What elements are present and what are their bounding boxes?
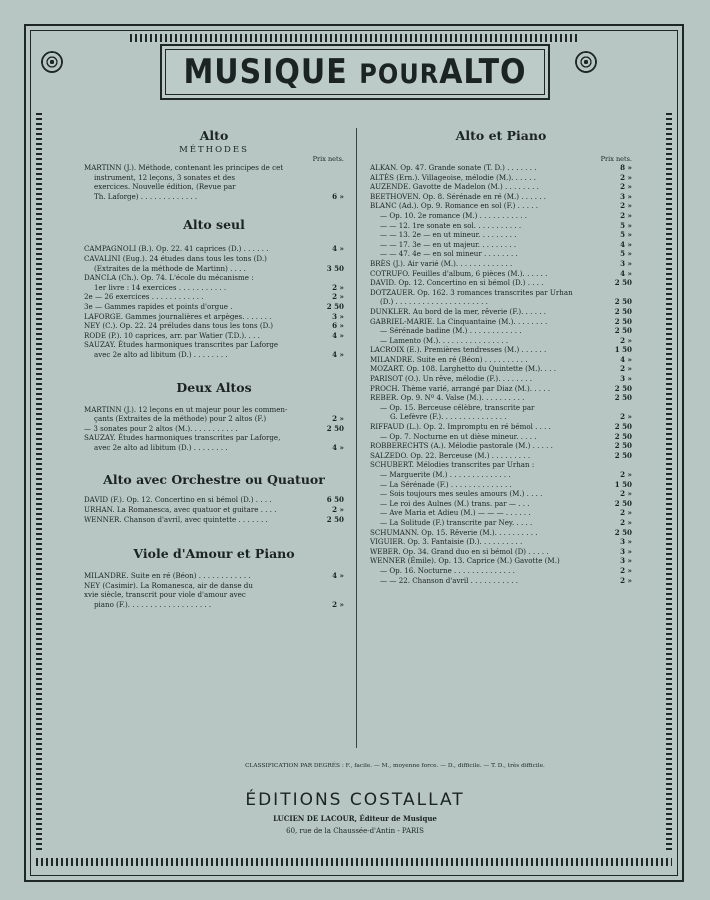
prix-nets-label: Prix nets. <box>600 155 632 163</box>
catalog-entry <box>370 163 632 173</box>
entry-text: COTRUFO. Feuilles d'album, 6 pièces (M.). . . . . . <box>370 268 548 278</box>
catalog-entry <box>84 264 344 274</box>
catalog-entry <box>370 336 632 346</box>
rosette-icon <box>40 50 64 74</box>
catalog-entry <box>370 317 632 327</box>
catalog-entry <box>370 345 632 355</box>
catalog-entry <box>370 489 632 499</box>
entry-text: DAVID. Op. 12. Concertino en si bémol (D.) . . . . <box>370 278 544 288</box>
entry-price: 2 » <box>620 517 632 527</box>
section-title-viole: Viole d'Amour et Piano <box>133 546 295 562</box>
catalog-entry <box>370 537 632 547</box>
entry-text: (Extraites de la méthode de Martinn) . . . . <box>94 263 246 273</box>
entry-price: 3 » <box>620 258 632 268</box>
entry-price: 2 » <box>332 414 344 424</box>
entry-price: 3 50 <box>326 263 344 273</box>
entry-text: NEY (Casimir). La Romanesca, air de danse du <box>84 580 253 590</box>
entry-line: instrument, 12 leçons, 3 sonates et des <box>94 172 235 182</box>
entry-price: 1 50 <box>614 479 632 489</box>
catalog-entry <box>84 515 344 525</box>
catalog-entry <box>370 182 632 192</box>
entry-text: GABRIEL-MARIE. La Cinquantaine (M.). . . . . . . . <box>370 316 548 326</box>
entry-price: 2 50 <box>614 297 632 307</box>
section-title-orchestre: Alto avec Orchestre ou Quatuor <box>103 472 325 488</box>
catalog-entry <box>370 403 632 413</box>
entry-price: 4 » <box>332 330 344 340</box>
page-title <box>183 52 526 91</box>
entry-text: — Ave Maria et Adieu (M.) — — — . . . . . . <box>380 508 531 518</box>
entry-price: 4 » <box>332 244 344 254</box>
ornament-band-right <box>666 110 672 850</box>
catalog-entry <box>370 556 632 566</box>
entry-text: RIFFAUD (L.). Op. 2. Impromptu en ré bémol . . . . <box>370 422 551 432</box>
catalog-entry <box>84 350 344 360</box>
entry-text: — Lamento (M.). . . . . . . . . . . . . . . . <box>380 335 509 345</box>
entry-line: MARTINN (J.). Méthode, contenant les principes de cet <box>84 163 284 172</box>
catalog-entry <box>370 221 632 231</box>
catalog-entry <box>84 433 344 443</box>
section-title-deux-altos: Deux Altos <box>176 379 252 395</box>
difficulty-note: CLASSIFICATION PAR DEGRÉS : F., facile. — M., moyenne force. — D., difficile. — T. D., très difficile. <box>245 763 545 769</box>
catalog-entry <box>84 321 344 331</box>
entry-text: piano (F.). . . . . . . . . . . . . . . . . . . <box>94 600 212 610</box>
entry-text: — — 17. 3e — en ut majeur. . . . . . . . . <box>380 239 517 249</box>
entry-price: 2 50 <box>614 422 632 432</box>
entry-price: 6 » <box>332 321 344 331</box>
entry-text: DOTZAUER. Op. 162. 3 romances transcrites par Urhan <box>370 287 573 297</box>
catalog-entry <box>370 528 632 538</box>
entry-text: — — 13. 2e — en ut mineur. . . . . . . . . <box>380 230 517 240</box>
catalog-entry <box>84 273 344 283</box>
entry-price: 4 » <box>332 442 344 452</box>
entry-text: 3e — Gammes rapides et points d'orgue . <box>84 301 233 311</box>
entry-price: 2 50 <box>326 423 344 433</box>
entry-price: 2 » <box>332 505 344 515</box>
entry-text: — La Sérénade (F.) . . . . . . . . . . . . . . <box>380 479 512 489</box>
entry-text: SALZEDO. Op. 22. Berceuse (M.) . . . . . . . . . <box>370 450 531 460</box>
catalog-entry <box>370 364 632 374</box>
entry-price: 2 50 <box>614 393 632 403</box>
entry-text: URHAN. La Romanesca, avec quatuor et guitare . . . . <box>84 505 277 515</box>
catalog-entry <box>84 302 344 312</box>
entry-text: MARTINN (J.). 12 leçons en ut majeur pour les commen- <box>84 404 288 414</box>
entry-text: — — 22. Chanson d'avril . . . . . . . . . . . <box>380 575 519 585</box>
catalog-entry <box>370 566 632 576</box>
entry-text: — 3 sonates pour 2 altos (M.). . . . . . . . . . . <box>84 423 238 433</box>
entry-text: LACROIX (E.). Premières tendresses (M.) . . . . . . <box>370 345 547 355</box>
entry-price: 2 » <box>620 412 632 422</box>
catalog-entry <box>84 312 344 322</box>
catalog-entry <box>370 240 632 250</box>
catalog-entry <box>370 508 632 518</box>
entry-price: 2 50 <box>326 301 344 311</box>
entry-text: WENNER. Chanson d'avril, avec quintette . . . . . . . <box>84 514 268 524</box>
entry-price: 3 » <box>620 546 632 556</box>
section-title-alto-seul: Alto seul <box>183 217 245 233</box>
entry-text: — Op. 16. Nocturne . . . . . . . . . . . . . . <box>380 565 515 575</box>
entry-price: 4 » <box>620 268 632 278</box>
entry-price: 2 50 <box>614 326 632 336</box>
alto-piano-list <box>370 163 632 585</box>
catalog-entry <box>370 307 632 317</box>
entry-text: BEETHOVEN. Op. 8. Sérénade en ré (M.) . . . . . . <box>370 191 547 201</box>
entry-text: MOZART. Op. 108. Larghetto du Quintette (M.). . . . <box>370 364 556 374</box>
catalog-entry <box>370 576 632 586</box>
entry-text: — Le roi des Aulnes (M.) trans. par — . . . <box>380 498 530 508</box>
title-word-pour: POUR <box>359 58 440 90</box>
entry-price: 1 50 <box>614 345 632 355</box>
catalog-entry <box>84 443 344 453</box>
entry-price: 2 50 <box>614 278 632 288</box>
entry-price: 5 » <box>620 249 632 259</box>
catalog-entry <box>370 499 632 509</box>
entry-text: CAVALINI (Eug.). 24 études dans tous les tons (D.) <box>84 253 267 263</box>
catalog-entry <box>370 422 632 432</box>
entry-price: 2 » <box>332 292 344 302</box>
catalog-entry <box>370 173 632 183</box>
catalog-entry <box>84 424 344 434</box>
entry-price: 2 » <box>620 182 632 192</box>
catalog-entry <box>370 249 632 259</box>
entry-price: 2 50 <box>614 450 632 460</box>
right-column <box>370 128 632 585</box>
entry-text: DANCLA (Ch.). Op. 74. L'école du mécanisme : <box>84 273 254 283</box>
entry-price: 2 » <box>620 335 632 345</box>
entry-price: 5 » <box>620 220 632 230</box>
catalog-entry <box>370 460 632 470</box>
entry-text: G. Lefèvre (F.). . . . . . . . . . . . . . . <box>390 412 507 422</box>
alto-seul-list <box>84 244 344 359</box>
catalog-entry <box>370 451 632 461</box>
entry-text: çants (Extraites de la méthode) pour 2 altos (F.) <box>94 414 267 424</box>
entry-text: — Marguerite (M.) . . . . . . . . . . . . . . <box>380 470 511 479</box>
entry-text: SAUZAY. Études harmoniques transcrites par Laforge <box>84 340 279 350</box>
catalog-entry <box>84 331 344 341</box>
entry-text: CAMPAGNOLI (B.). Op. 22. 41 caprices (D.) . . . . . . <box>84 244 269 254</box>
entry-text: avec 2e alto ad libitum (D.) . . . . . . . . <box>94 349 228 359</box>
entry-text: REBER. Op. 9. Nº 4. Valse (M.). . . . . . . . . . <box>370 393 525 403</box>
address-line: 60, rue de la Chaussée-d'Antin - PARIS <box>286 827 424 835</box>
entry-text: — La Solitude (F.) transcrite par Ney. . . . . <box>380 517 533 527</box>
catalog-entry <box>84 571 344 581</box>
catalog-entry <box>370 355 632 365</box>
entry-price: 3 » <box>620 556 632 566</box>
entry-text: WEBER. Op. 34. Grand duo en si bémol (D) . . . . . <box>370 546 549 556</box>
entry-text: BLANC (Ad.). Op. 9. Romance en sol (F.) . . . . . <box>370 201 538 211</box>
entry-text: avec 2e alto ad libitum (D.) . . . . . . . . <box>94 442 228 452</box>
entry-price: 4 » <box>332 349 344 359</box>
orchestre-list <box>84 495 344 524</box>
catalog-entry <box>84 163 344 201</box>
entry-line: exercices. Nouvelle édition, (Revue par <box>94 182 236 192</box>
entry-text: 2e — 26 exercices . . . . . . . . . . . . <box>84 292 204 302</box>
entry-price: 2 » <box>620 364 632 374</box>
entry-text: — Op. 7. Nocturne en ut dièse mineur. . . . . <box>380 431 537 441</box>
entry-text: — Op. 10. 2e romance (M.) . . . . . . . . . . . <box>380 210 527 220</box>
entry-text: VIGUIER. Op. 3. Fantaisie (D.). . . . . . . . . . <box>370 537 523 547</box>
publisher-name: ÉDITIONS COSTALLAT <box>245 790 465 810</box>
catalog-entry <box>370 192 632 202</box>
catalog-entry <box>370 432 632 442</box>
catalog-entry <box>84 414 344 424</box>
entry-text: DUNKLER. Au bord de la mer, rêverie (F.). . . . . . <box>370 306 546 316</box>
entry-text: — Sois toujours mes seules amours (M.) . . . . <box>380 489 543 499</box>
entry-text: PROCH. Thème varié, arrangé par Diaz (M.). . . . . <box>370 383 551 393</box>
catalog-entry <box>370 269 632 279</box>
entry-price: 4 » <box>332 571 344 581</box>
catalog-entry <box>370 470 632 480</box>
catalog-entry <box>84 405 344 415</box>
entry-text: — — 47. 4e — en sol mineur . . . . . . . . <box>380 249 518 259</box>
column-divider <box>356 128 357 748</box>
entry-price: 2 50 <box>614 383 632 393</box>
entry-price: 3 » <box>620 537 632 547</box>
title-word-musique: MUSIQUE <box>183 52 348 92</box>
entry-price: 3 » <box>332 311 344 321</box>
entry-text: — — 12. 1re sonate en sol. . . . . . . . . . . <box>380 220 522 230</box>
entry-price: 2 » <box>620 172 632 182</box>
entry-text: RODE (P.). 10 caprices, arr. par Watier (T.D.). . . . <box>84 330 260 340</box>
deux-altos-list <box>84 405 344 453</box>
entry-text: NEY (C.). Op. 22. 24 préludes dans tous les tons (D.) <box>84 321 274 331</box>
entry-text: (D.) . . . . . . . . . . . . . . . . . . . . . <box>380 297 488 307</box>
title-box <box>160 44 550 100</box>
ornament-band-left <box>36 110 42 850</box>
entry-price: 4 » <box>620 354 632 364</box>
catalog-entry <box>370 393 632 403</box>
catalog-entry <box>84 340 344 350</box>
catalog-entry <box>370 374 632 384</box>
ornament-band-bottom <box>36 858 672 866</box>
entry-line: Th. Laforge) . . . . . . . . . . . . . <box>94 191 198 201</box>
entry-price: 5 » <box>620 230 632 240</box>
catalog-entry <box>370 480 632 490</box>
catalog-entry <box>84 505 344 515</box>
section-subtitle-methodes: MÉTHODES <box>179 145 249 155</box>
catalog-entry <box>84 283 344 293</box>
entry-price: 3 » <box>620 374 632 384</box>
entry-text: ROBBERECHTS (A.). Mélodie pastorale (M.) . . . . . <box>370 441 553 451</box>
entry-text: — Op. 15. Berceuse célèbre, transcrite par <box>380 402 535 412</box>
section-title-alto: Alto <box>199 128 229 143</box>
catalog-entry <box>370 230 632 240</box>
catalog-entry <box>84 244 344 254</box>
catalog-entry <box>370 211 632 221</box>
entry-text: ALTÈS (Ern.). Villageoise, mélodie (M.). . . . . . <box>370 172 536 182</box>
entry-text: BRÈS (J.). Air varié (M.). . . . . . . . . . . . . <box>370 258 513 268</box>
left-column <box>84 128 344 610</box>
entry-price: 2 » <box>620 565 632 575</box>
entry-price: 2 » <box>620 210 632 220</box>
catalog-entry <box>370 518 632 528</box>
editor-line: LUCIEN DE LACOUR, Éditeur de Musique <box>273 814 437 823</box>
entry-price: 2 50 <box>614 316 632 326</box>
entry-price: 4 » <box>620 239 632 249</box>
entry-text: AUZENDE. Gavotte de Madelon (M.) . . . . . . . . <box>370 182 539 192</box>
entry-price: 2 50 <box>326 514 344 524</box>
catalog-entry <box>370 412 632 422</box>
catalog-entry <box>84 495 344 505</box>
entry-price: 6 » <box>332 191 344 201</box>
prix-nets-label: Prix nets. <box>312 155 344 163</box>
catalog-entry <box>370 297 632 307</box>
entry-text: 1er livre : 14 exercices . . . . . . . . . . . <box>94 282 227 292</box>
entry-text: PARISOT (O.). Un rêve, mélodie (F.). . . . . . . . <box>370 374 533 384</box>
entry-price: 2 50 <box>614 498 632 508</box>
rosette-icon <box>574 50 598 74</box>
entry-text: ALKAN. Op. 47. Grande sonate (T. D.) . . . . . . . <box>370 163 537 172</box>
entry-text: MILANDRE. Suite en ré (Béon) . . . . . . . . . . . . <box>84 571 251 581</box>
entry-price: 2 » <box>620 508 632 518</box>
entry-text: — Sérénade badine (M.) . . . . . . . . . . . . <box>380 326 522 336</box>
entry-price: 2 » <box>332 282 344 292</box>
entry-text: LAFORGE. Gammes journalières et arpèges. . . . . . . <box>84 311 272 321</box>
catalog-entry <box>84 292 344 302</box>
catalog-entry <box>370 259 632 269</box>
catalog-entry <box>370 547 632 557</box>
catalog-entry <box>84 254 344 264</box>
title-word-alto: ALTO <box>439 52 527 92</box>
catalog-entry <box>370 201 632 211</box>
entry-price: 2 50 <box>614 441 632 451</box>
catalog-entry <box>370 384 632 394</box>
entry-price: 2 » <box>620 201 632 211</box>
entry-price: 3 » <box>620 191 632 201</box>
entry-price: 2 » <box>620 489 632 499</box>
viole-list <box>84 571 344 609</box>
entry-text: WENNER (Émile). Op. 13. Caprice (M.) Gavotte (M.) <box>370 556 560 566</box>
entry-price: 6 50 <box>326 495 344 505</box>
entry-text: xvie siècle, transcrit pour viole d'amour avec <box>84 590 246 600</box>
catalog-entry <box>370 326 632 336</box>
entry-text: SAUZAY. Études harmoniques transcrites par Laforge, <box>84 433 281 443</box>
entry-price: 2 » <box>620 575 632 585</box>
entry-text: SCHUBERT. Mélodies transcrites par Urhan : <box>370 460 535 470</box>
entry-text: SCHUMANN. Op. 15. Rêverie (M.). . . . . . . . . . <box>370 527 538 537</box>
entry-price: 2 50 <box>614 527 632 537</box>
catalog-entry <box>370 278 632 288</box>
section-title-alto-piano: Alto et Piano <box>455 128 547 143</box>
catalog-entry <box>84 581 344 591</box>
entry-price: 2 50 <box>614 431 632 441</box>
ornament-band-top <box>130 34 580 42</box>
catalog-entry <box>370 288 632 298</box>
entry-text: MILANDRE. Suite en ré (Béon) . . . . . . . . . . <box>370 354 528 364</box>
catalog-entry <box>370 441 632 451</box>
entry-text: DAVID (F.). Op. 12. Concertino en si bémol (D.) . . . . <box>84 495 272 505</box>
entry-price: 2 50 <box>614 306 632 316</box>
entry-price: 2 » <box>332 600 344 610</box>
entry-price: 2 » <box>620 470 632 479</box>
catalog-entry <box>84 590 344 600</box>
catalog-entry <box>84 600 344 610</box>
entry-price: 8 » <box>620 163 632 172</box>
